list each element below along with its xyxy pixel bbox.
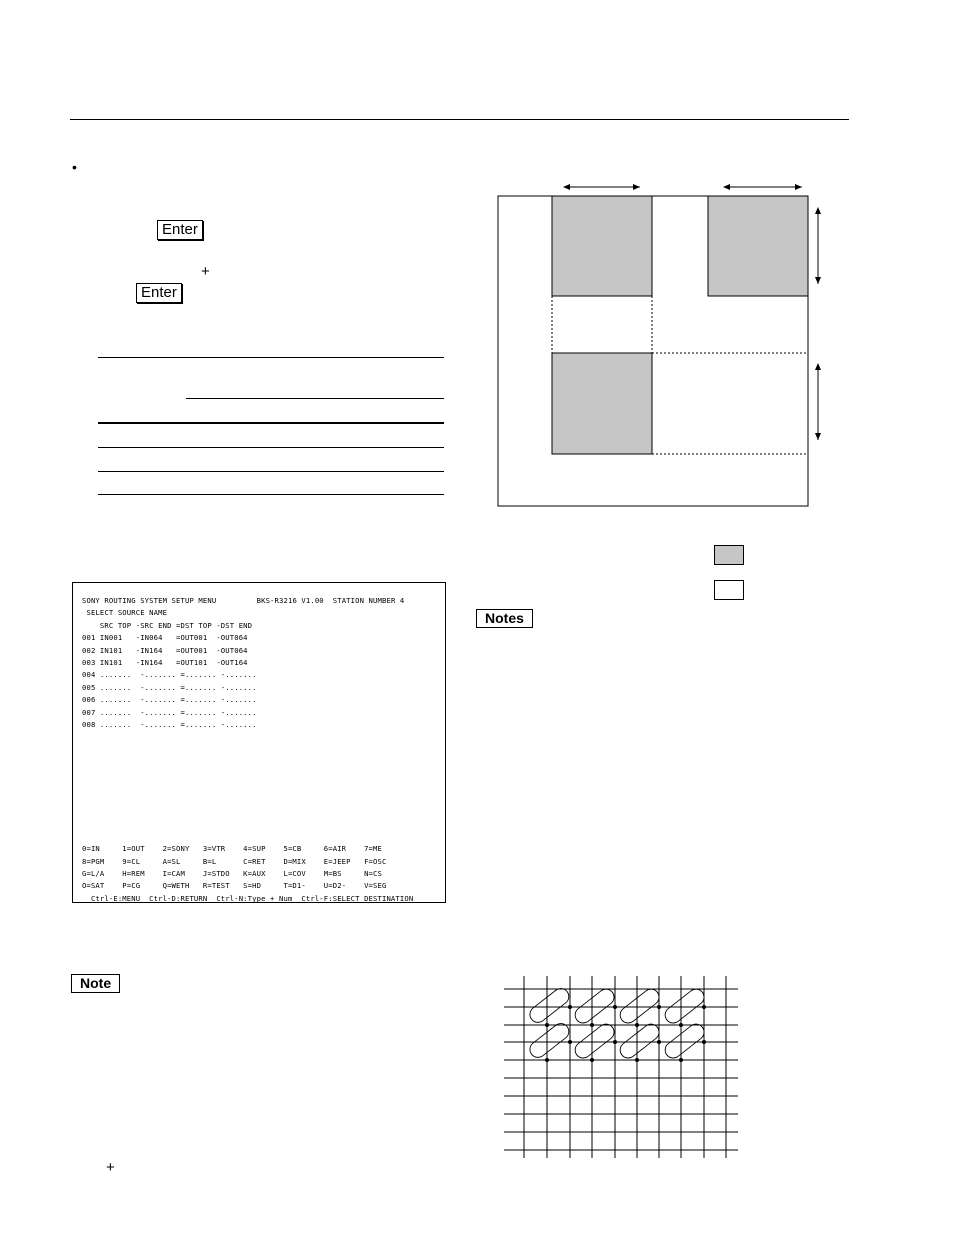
bullet: • <box>72 159 77 175</box>
screen-row: 004 ....... -....... =....... -....... <box>82 670 257 680</box>
plus-sign-1: + <box>201 263 210 280</box>
screen-footer: Ctrl-E:MENU Ctrl-D:RETURN Ctrl-N:Type + Num Ctrl-F:SELECT DESTINATION <box>82 893 414 903</box>
screen-legend-line: 0=IN 1=OUT 2=SONY 3=VTR 4=SUP 5=CB 6=AIR 7=ME <box>82 844 382 854</box>
legend-blank-box <box>714 580 744 600</box>
screen-legend-line: 8=PGM 9=CL A=SL B=L C=RET D=MIX E=JEEP F=OSC <box>82 856 387 866</box>
table-rule-bottom <box>98 494 444 495</box>
table-rule-top <box>98 357 444 358</box>
screen-legend-line: O=SAT P=CG Q=WETH R=TEST S=HD T=D1- U=D2- V=SEG <box>82 881 387 891</box>
screen-header-left: SONY ROUTING SYSTEM SETUP MENU <box>82 596 217 605</box>
legend-shaded-box <box>714 545 744 565</box>
table-rule-row-1 <box>98 447 444 448</box>
table-rule-subheader <box>186 398 444 399</box>
setup-menu-screen <box>72 582 446 903</box>
note-label: Note <box>71 974 120 993</box>
screen-header-right: BKS-R3216 V1.00 STATION NUMBER 4 <box>256 596 405 605</box>
screen-column-header: SRC TOP -SRC END =DST TOP -DST END <box>82 620 253 630</box>
table-rule-row-2 <box>98 471 444 472</box>
screen-row: 003 IN101 -IN164 =OUT101 -OUT164 <box>82 658 248 668</box>
screen-text <box>82 595 413 905</box>
block-top-right <box>708 196 808 296</box>
table-rule-header-bottom <box>98 422 444 424</box>
notes-label: Notes <box>476 609 533 628</box>
block-middle-left <box>552 353 652 454</box>
screen-row: 008 ....... -....... =....... -....... <box>82 720 257 730</box>
screen-subtitle: SELECT SOURCE NAME <box>82 608 168 618</box>
screen-legend-line: G=L/A H=REM I=CAM J=STDO K=AUX L=COV M=BS N=CS <box>82 868 382 878</box>
plus-sign-2: + <box>106 1159 115 1176</box>
screen-row: 001 IN001 -IN064 =OUT001 -OUT064 <box>82 633 248 643</box>
enter-key-2: Enter <box>136 283 182 303</box>
screen-row: 007 ....... -....... =....... -....... <box>82 707 257 717</box>
screen-row: 005 ....... -....... =....... -....... <box>82 682 257 692</box>
block-top-left <box>552 196 652 296</box>
crosspoint-grid-diagram <box>500 972 745 1162</box>
header-rule <box>70 119 849 120</box>
screen-row: 006 ....... -....... =....... -....... <box>82 695 257 705</box>
matrix-block-diagram <box>490 176 830 512</box>
enter-key-1: Enter <box>157 220 203 240</box>
screen-row: 002 IN101 -IN164 =OUT001 -OUT064 <box>82 645 248 655</box>
